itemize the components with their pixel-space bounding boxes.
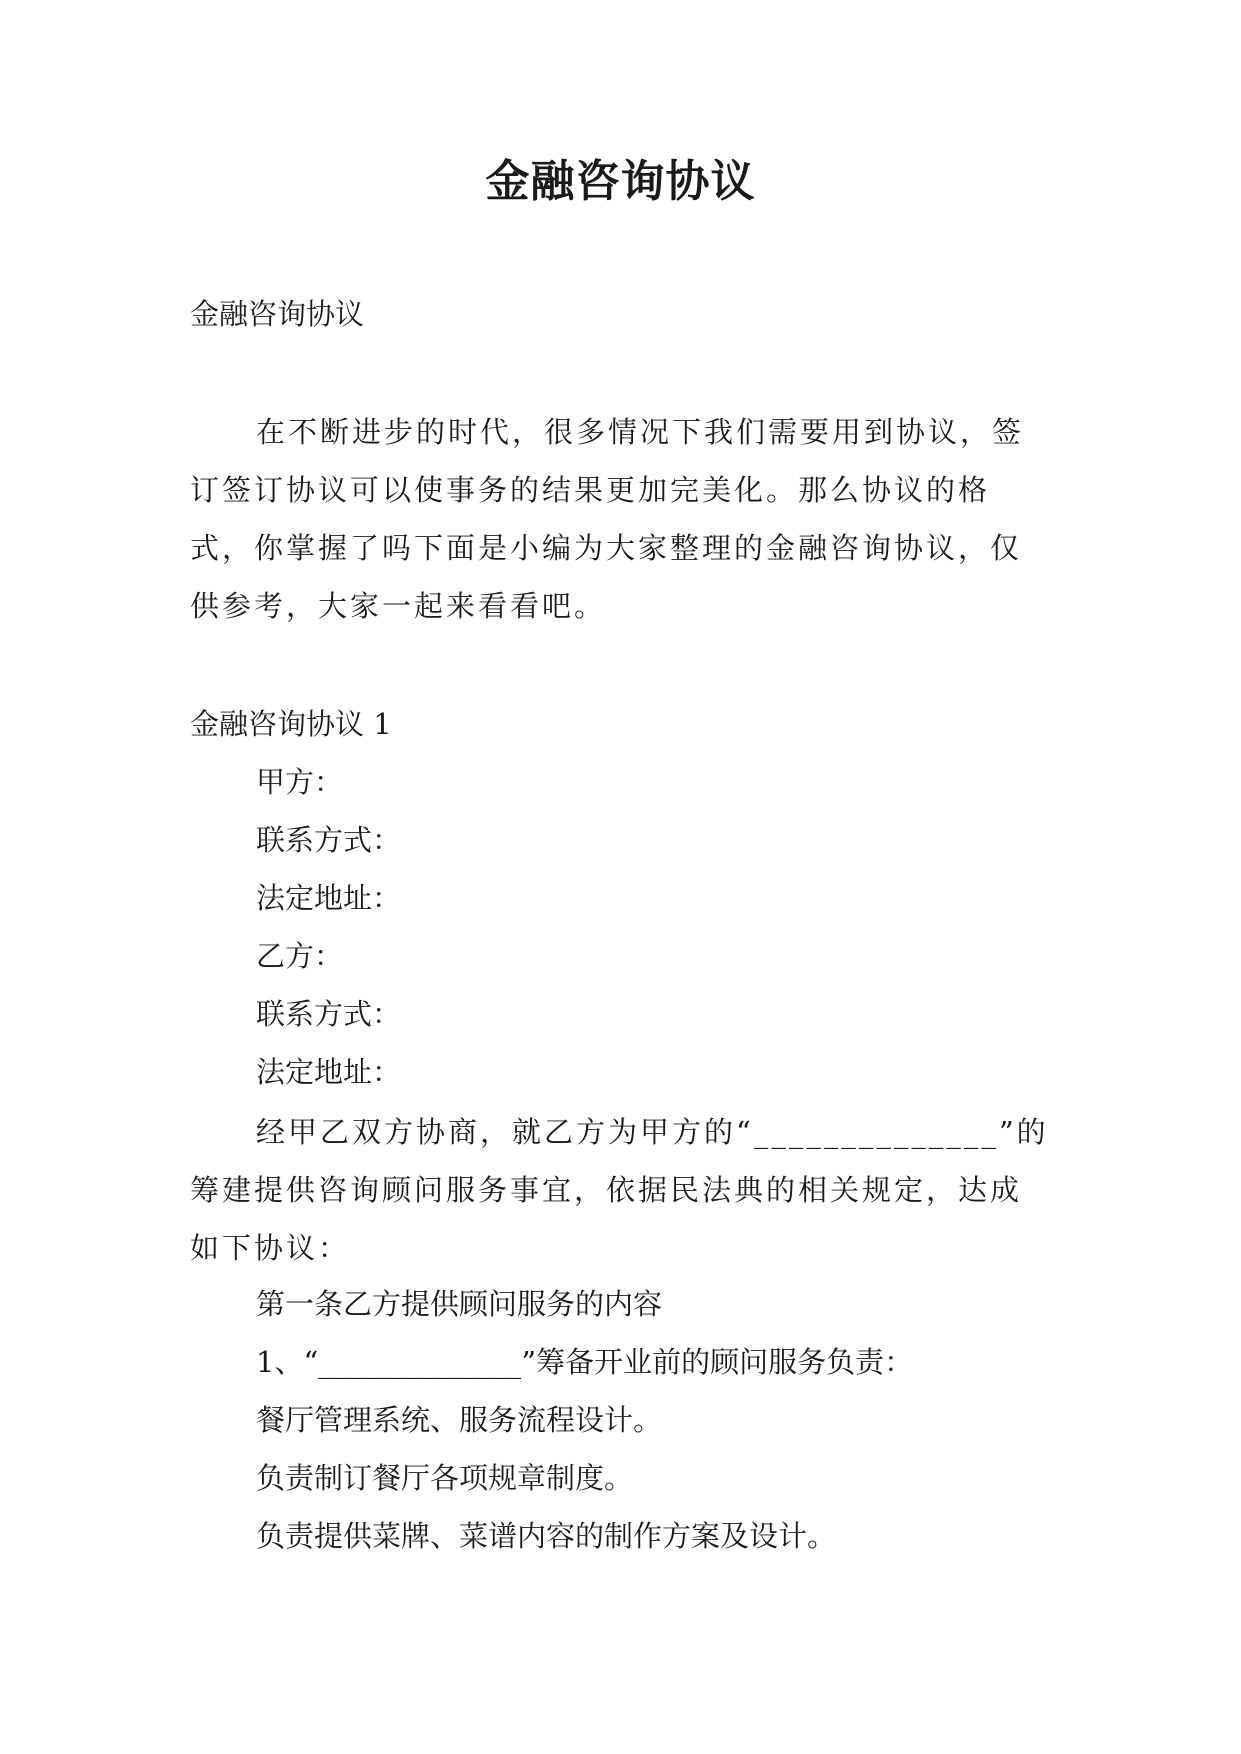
document-subtitle: 金融咨询协议 (190, 297, 365, 331)
party-a-contact-label: 联系方式： (256, 823, 402, 857)
negotiation-paragraph: 经甲乙双方协商，就乙方为甲方的“______________”的筹建提供咨询顾问服务事宜，依据民法典的相关规定，达成如下协议： (190, 1115, 1049, 1265)
intro-paragraph: 在不断进步的时代，很多情况下我们需要用到协议，签订签订协议可以使事务的结果更加完美化。那么协议的格式，你掌握了吗下面是小编为大家整理的金融咨询协议，仅供参考，大家一起来看看吧。 (190, 415, 1025, 623)
section-heading: 金融咨询协议 1 (190, 707, 392, 741)
article-1-heading: 第一条乙方提供顾问服务的内容 (256, 1287, 663, 1321)
document-title: 金融咨询协议 (485, 156, 756, 207)
party-a-label: 甲方： (256, 765, 344, 799)
party-a-address-label: 法定地址： (256, 881, 402, 915)
party-b-label: 乙方： (256, 939, 344, 973)
party-b-address-label: 法定地址： (256, 1055, 402, 1089)
party-b-contact-label: 联系方式： (256, 997, 402, 1031)
item-1-b: 负责制订餐厅各项规章制度。 (256, 1461, 634, 1495)
item-1-a: 餐厅管理系统、服务流程设计。 (256, 1403, 663, 1437)
item-1-c: 负责提供菜牌、菜谱内容的制作方案及设计。 (256, 1519, 837, 1553)
item-1: 1、“______________”筹备开业前的顾问服务负责： (256, 1345, 914, 1379)
